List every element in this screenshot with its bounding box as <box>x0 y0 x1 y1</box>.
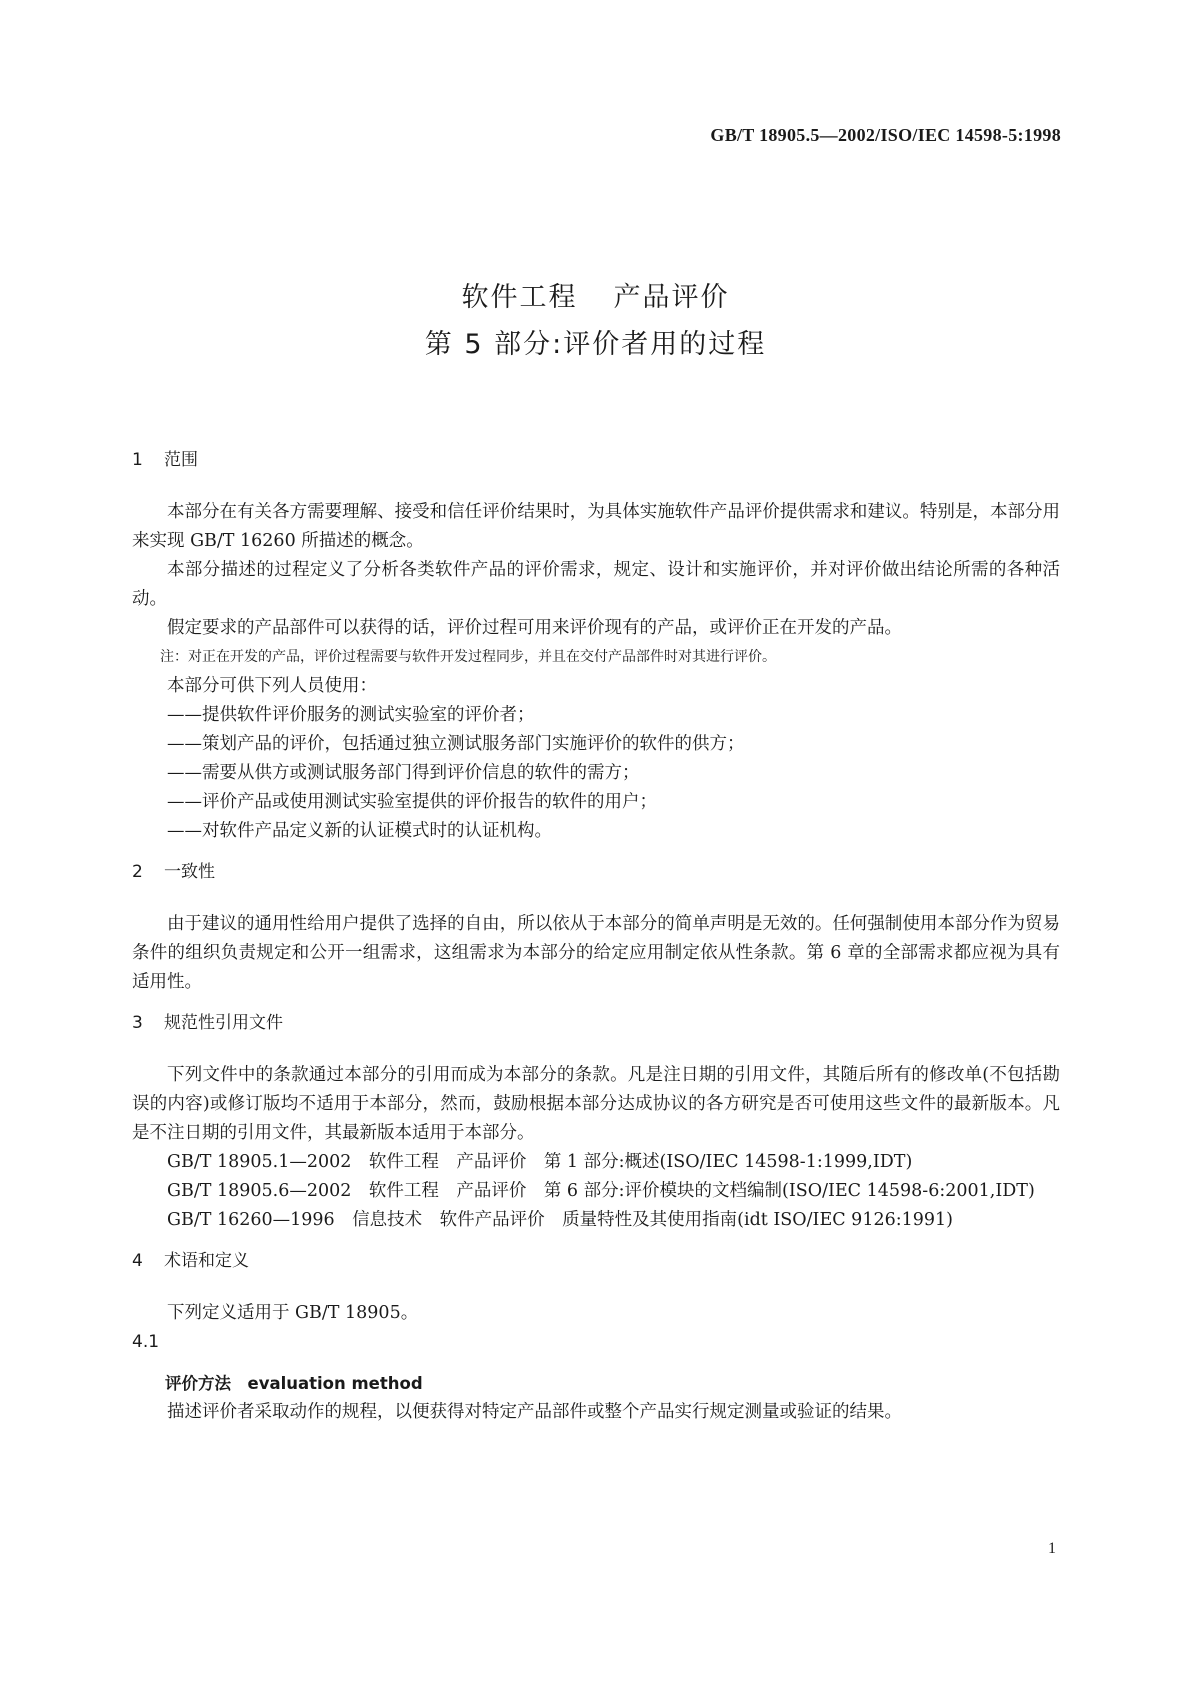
section-number: 2 <box>132 862 143 882</box>
section-heading-terms-definitions <box>132 1247 1060 1276</box>
term-title: 评价方法 evaluation method <box>165 1374 423 1393</box>
section-number: 1 <box>132 450 143 470</box>
section-title: 范围 <box>164 450 198 470</box>
scope-list-item: ——评价产品或使用测试实验室提供的评价报告的软件的用户； <box>167 792 657 812</box>
scope-list-item: ——提供软件评价服务的测试实验室的评价者； <box>167 705 535 725</box>
scope-paragraph-2: 本部分描述的过程定义了分析各类软件产品的评价需求，规定、设计和实施评价，并对评价做出结论所需的各种活动。 <box>132 560 1060 609</box>
section-title: 术语和定义 <box>164 1251 249 1271</box>
document-title <box>0 274 1191 368</box>
section-heading-scope <box>132 446 1060 475</box>
section-title: 一致性 <box>164 862 215 882</box>
reference-entry: GB/T 16260—1996 信息技术 软件产品评价 质量特性及其使用指南(idt ISO/IEC 9126:1991) <box>167 1210 953 1230</box>
title-part-1: 软件工程 <box>461 282 578 313</box>
title-line-2: 第 5 部分:评价者用的过程 <box>424 329 767 360</box>
section-heading-normative-references <box>132 1009 1060 1038</box>
page-number: 1 <box>1048 1540 1056 1557</box>
scope-list-item: ——策划产品的评价，包括通过独立测试服务部门实施评价的软件的供方； <box>167 734 745 754</box>
section-number: 4 <box>132 1251 143 1271</box>
scope-paragraph-1: 本部分在有关各方需要理解、接受和信任评价结果时，为具体实施软件产品评价提供需求和建议。特别是，本部分用来实现 GB/T 16260 所描述的概念。 <box>132 502 1060 551</box>
scope-paragraph-4: 本部分可供下列人员使用： <box>167 676 377 696</box>
conformance-paragraph: 由于建议的通用性给用户提供了选择的自由，所以依从于本部分的简单声明是无效的。任何强制使用本部分作为贸易条件的组织负责规定和公开一组需求，这组需求为本部分的给定应用制定依从性条款。第 6 章的全部需求都应视为具有适用性。 <box>132 914 1060 992</box>
reference-entry: GB/T 18905.6—2002 软件工程 产品评价 第 6 部分:评价模块的文档编制(ISO/IEC 14598-6:2001,IDT) <box>167 1181 1035 1201</box>
references-paragraph: 下列文件中的条款通过本部分的引用而成为本部分的条款。凡是注日期的引用文件，其随后所有的修改单(不包括勘误的内容)或修订版均不适用于本部分，然而，鼓励根据本部分达成协议的各方研究是否可使用这些文件的最新版本。凡是不注日期的引用文件，其最新版本适用于本部分。 <box>132 1065 1060 1143</box>
section-heading-conformance <box>132 858 1060 887</box>
title-line-1 <box>0 274 1191 321</box>
reference-entry: GB/T 18905.1—2002 软件工程 产品评价 第 1 部分:概述(ISO/IEC 14598-1:1999,IDT) <box>167 1152 913 1172</box>
section-number: 3 <box>132 1013 143 1033</box>
section-title: 规范性引用文件 <box>164 1013 283 1033</box>
terms-paragraph: 下列定义适用于 GB/T 18905。 <box>167 1303 419 1323</box>
subsection-number: 4.1 <box>132 1332 160 1352</box>
standard-code: GB/T 18905.5—2002/ISO/IEC 14598-5:1998 <box>710 125 1061 145</box>
scope-paragraph-3: 假定要求的产品部件可以获得的话，评价过程可用来评价现有的产品，或评价正在开发的产品。 <box>167 618 902 638</box>
scope-list-item: ——对软件产品定义新的认证模式时的认证机构。 <box>167 821 552 841</box>
term-definition: 描述评价者采取动作的规程，以便获得对特定产品部件或整个产品实行规定测量或验证的结果。 <box>167 1402 902 1422</box>
title-part-2: 产品评价 <box>613 282 730 313</box>
scope-note: 注：对正在开发的产品，评价过程需要与软件开发过程同步，并且在交付产品部件时对其进行评价。 <box>160 649 776 665</box>
scope-list-item: ——需要从供方或测试服务部门得到评价信息的软件的需方； <box>167 763 640 783</box>
document-body <box>132 446 1060 1427</box>
